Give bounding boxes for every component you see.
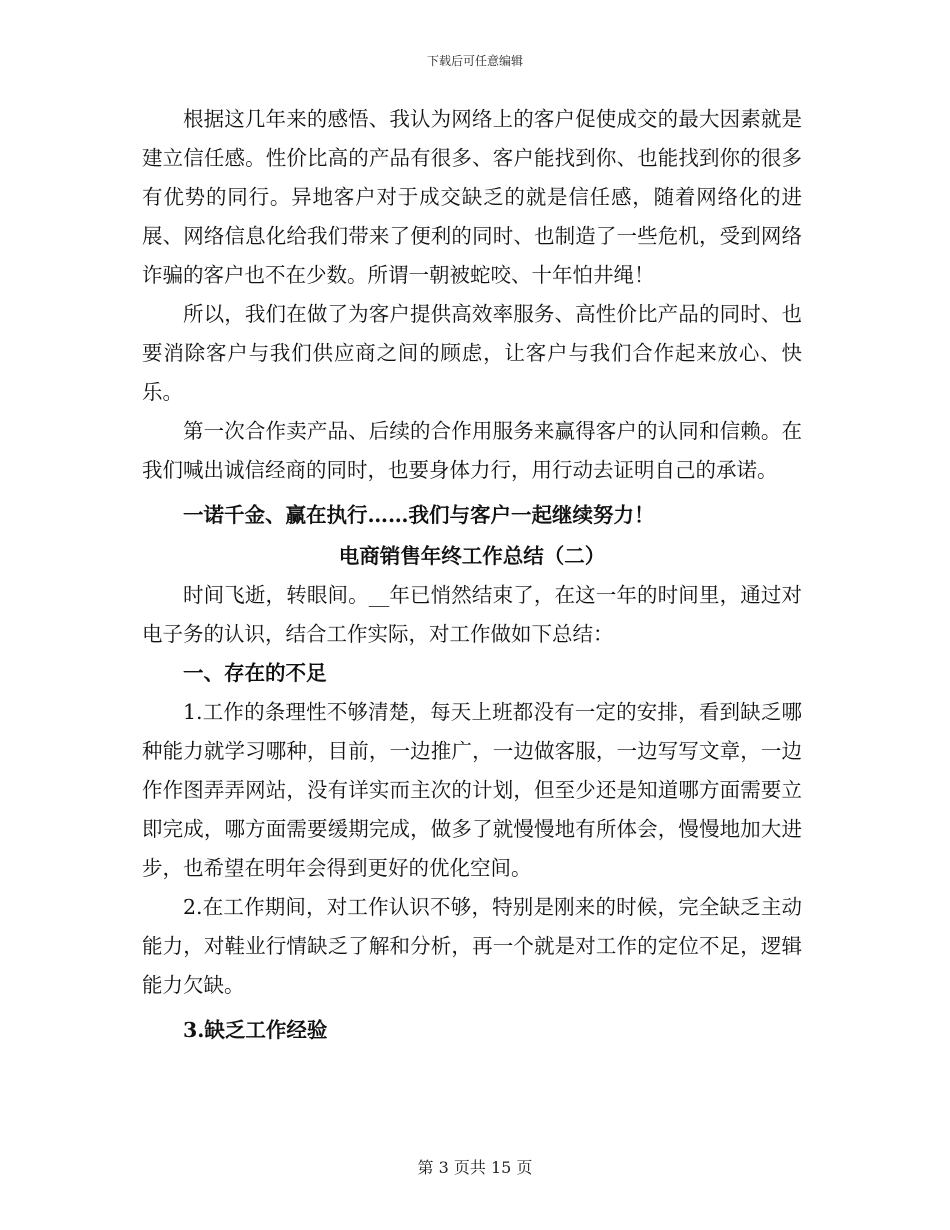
document-body (142, 100, 802, 1050)
paragraph-so: 所以，我们在做了为客户提供高效率服务、高性价比产品的同时、也要消除客户与我们供应商之间的顾虑，让客户与我们合作起来放心、快乐。 (142, 302, 802, 404)
heading-shortcomings: 一、存在的不足 (183, 661, 327, 685)
paragraph-trust: 根据这几年来的感悟、我认为网络上的客户促使成交的最大因素就是建立信任感。性价比高的产品有很多、客户能找到你、也能找到你的很多有优势的同行。异地客户对于成交缺乏的就是信任感，随着网络化的进展、网络信息化给我们带来了便利的同时、也制造了一些危机，受到网络诈骗的客户也不在少数。所谓一朝被蛇咬、十年怕井绳！ (142, 107, 802, 287)
paragraph-first-cooperation: 第一次合作卖产品、后续的合作用服务来赢得客户的认同和信赖。在我们喊出诚信经商的同时，也要身体力行，用行动去证明自己的承诺。 (142, 419, 802, 482)
section-title: 电商销售年终工作总结（二） (338, 544, 606, 568)
page-header-note: 下载后可任意编辑 (426, 54, 523, 68)
heading-item-3: 3.缺乏工作经验 (183, 1018, 328, 1042)
paragraph-slogan: 一诺千金、赢在执行……我们与客户一起继续努力！ (183, 503, 655, 527)
paragraph-item-2: 2.在工作期间，对工作认识不够，特别是刚来的时候，完全缺乏主动能力，对鞋业行情缺乏了解和分析，再一个就是对工作的定位不足，逻辑能力欠缺。 (142, 895, 802, 997)
paragraph-intro: 时间飞逝，转眼间。__年已悄然结束了，在这一年的时间里，通过对电子务的认识，结合工作实际，对工作做如下总结： (142, 583, 802, 646)
page-footer-number: 第 3 页共 15 页 (417, 1158, 533, 1177)
paragraph-item-1: 1.工作的条理性不够清楚，每天上班都没有一定的安排，看到缺乏哪种能力就学习哪种，目前，一边推广，一边做客服，一边写写文章，一边作作图弄弄网站，没有详实而主次的计划，但至少还是知道哪方面需要立即完成，哪方面需要缓期完成，做多了就慢慢地有所体会，慢慢地加大进步，也希望在明年会得到更好的优化空间。 (142, 700, 802, 880)
